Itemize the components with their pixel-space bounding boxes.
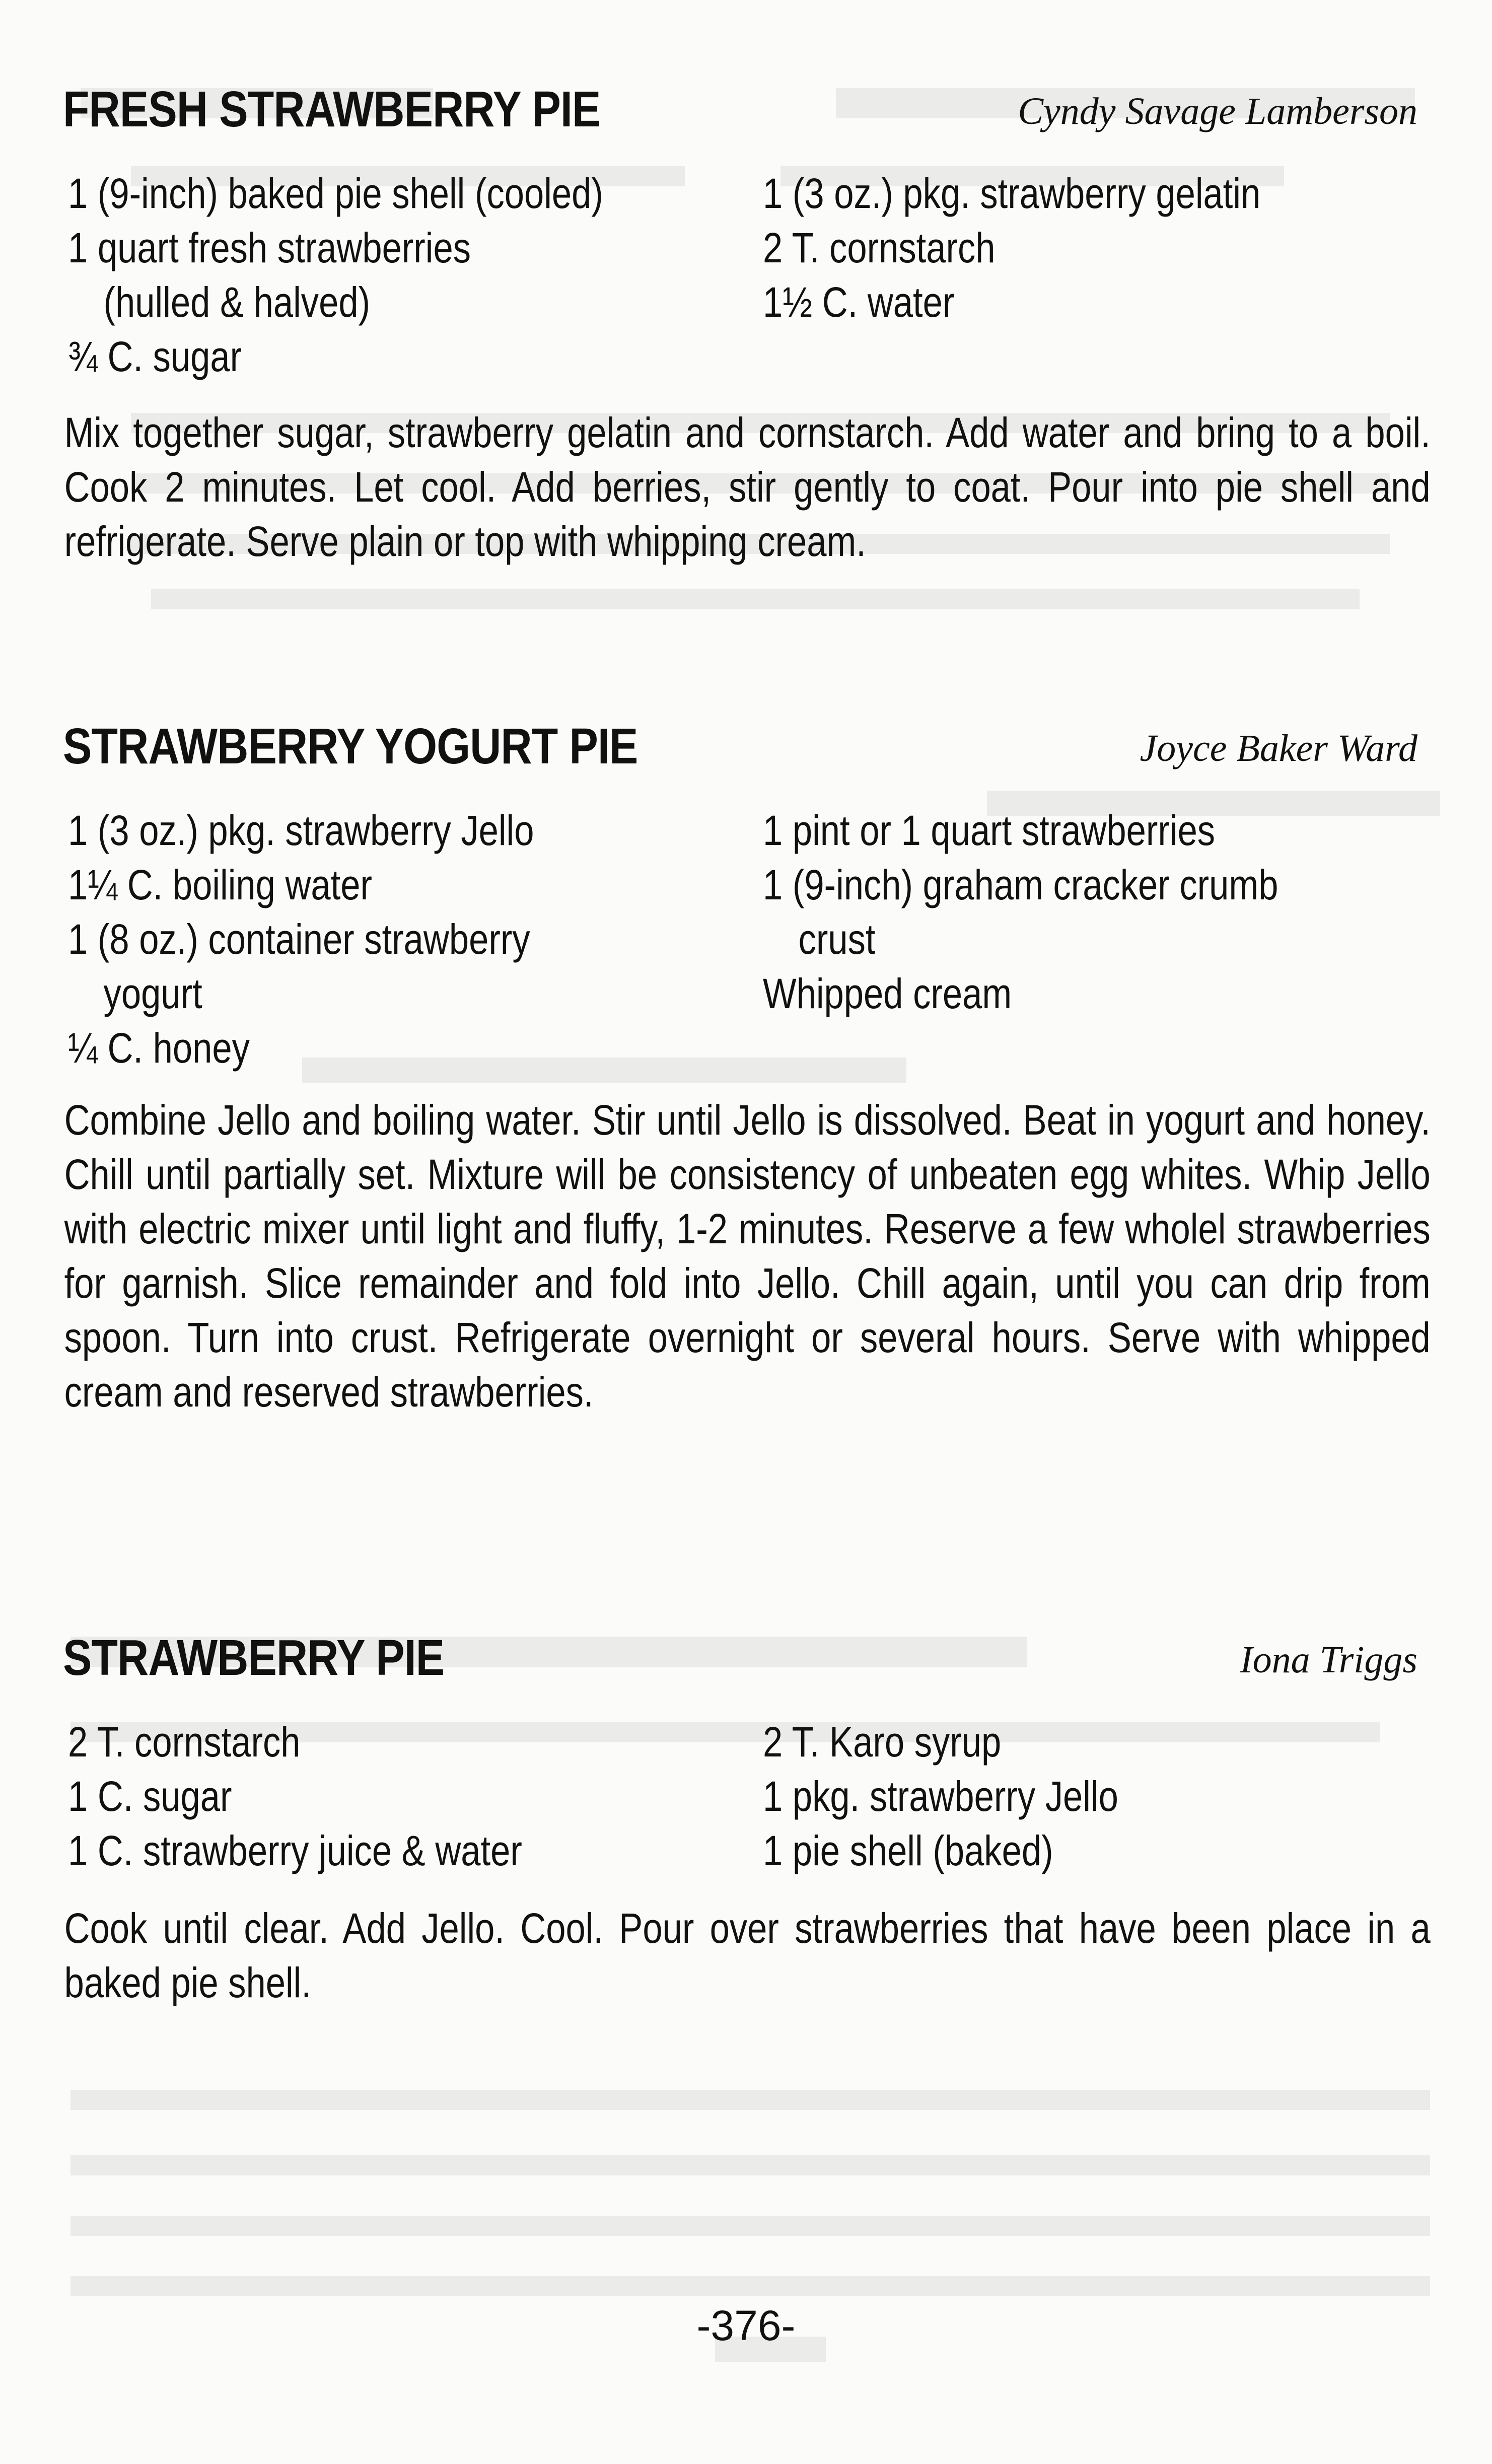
recipe-strawberry-yogurt-pie	[58, 708, 1431, 1419]
ingredients-left-column	[68, 1715, 522, 1878]
recipe-header	[58, 71, 1417, 146]
ingredient: 1 (8 oz.) container strawberry	[68, 916, 530, 963]
ingredient-continuation: (hulled & halved)	[103, 278, 371, 326]
recipe-title: FRESH STRAWBERRY PIE	[63, 81, 601, 137]
ingredients-left-column	[68, 803, 534, 1075]
ingredient: 2 T. cornstarch	[68, 1718, 301, 1766]
recipe-directions: Combine Jello and boiling water. Stir until Jello is dissolved. Beat in yogurt and honey. Chill until partially set. Mixture will be consistency of unbeaten egg whites. Whip Jello with electric mixer until light and fluffy, 1-2 minutes. Reserve a few wholel strawberries for garnish. Slice remainder and fold into Jello. Chill again, until you can drip from spoon. Turn into crust. Refrigerate overnight or several hours. Serve with whipped cream and reserved strawberries.	[64, 1096, 1431, 1416]
ingredient: 1 pkg. strawberry Jello	[763, 1773, 1118, 1820]
ingredients	[58, 803, 1417, 1078]
recipe-directions: Mix together sugar, strawberry gelatin and cornstarch. Add water and bring to a boil. Cook 2 minutes. Let cool. Add berries, stir gently to coat. Pour into pie shell and refrigerate. Serve plain or top with whipping cream.	[64, 409, 1431, 565]
ingredient: Whipped cream	[763, 970, 1012, 1017]
page-number: -376-	[696, 2302, 796, 2349]
recipe-fresh-strawberry-pie	[58, 71, 1431, 569]
ingredient-continuation: yogurt	[103, 970, 202, 1017]
ingredient: ¾ C. sugar	[68, 333, 242, 380]
ingredient: 1 (9-inch) baked pie shell (cooled)	[68, 170, 603, 217]
recipe-author: Iona Triggs	[1240, 1639, 1417, 1681]
ingredient: 1 (9-inch) graham cracker crumb	[763, 861, 1278, 908]
ingredient: 1 C. strawberry juice & water	[68, 1827, 522, 1874]
recipe-directions: Cook until clear. Add Jello. Cool. Pour over strawberries that have been place in a baked pie shell.	[64, 1905, 1431, 2006]
ingredient: 1¼ C. boiling water	[68, 861, 372, 908]
ingredient: ¼ C. honey	[68, 1024, 250, 1072]
ingredient: 1 C. sugar	[68, 1773, 232, 1820]
ingredient: 1 pie shell (baked)	[763, 1827, 1053, 1874]
ingredient: 2 T. Karo syrup	[763, 1718, 1002, 1766]
ingredients-left-column	[68, 166, 603, 384]
ingredient: 2 T. cornstarch	[763, 224, 996, 271]
ingredient: 1 (3 oz.) pkg. strawberry gelatin	[763, 170, 1261, 217]
ingredients	[58, 1715, 1417, 1881]
recipe-header	[58, 708, 1417, 783]
ingredient: 1 quart fresh strawberries	[68, 224, 471, 271]
ingredient-continuation: crust	[798, 916, 876, 963]
ingredients	[58, 166, 1417, 385]
recipe-strawberry-pie	[58, 1619, 1431, 2010]
recipe-author: Cyndy Savage Lamberson	[1018, 90, 1417, 132]
recipe-title: STRAWBERRY PIE	[63, 1630, 445, 1686]
ingredient: 1 (3 oz.) pkg. strawberry Jello	[68, 807, 534, 854]
recipe-header	[58, 1619, 1417, 1695]
recipe-author: Joyce Baker Ward	[1140, 727, 1417, 769]
ingredients-right-column	[763, 166, 1260, 329]
ingredients-right-column	[763, 1715, 1118, 1878]
ingredient: 1 pint or 1 quart strawberries	[763, 807, 1216, 854]
recipe-title: STRAWBERRY YOGURT PIE	[63, 718, 638, 775]
ingredient: 1½ C. water	[763, 278, 955, 326]
ingredients-right-column	[763, 803, 1278, 1021]
